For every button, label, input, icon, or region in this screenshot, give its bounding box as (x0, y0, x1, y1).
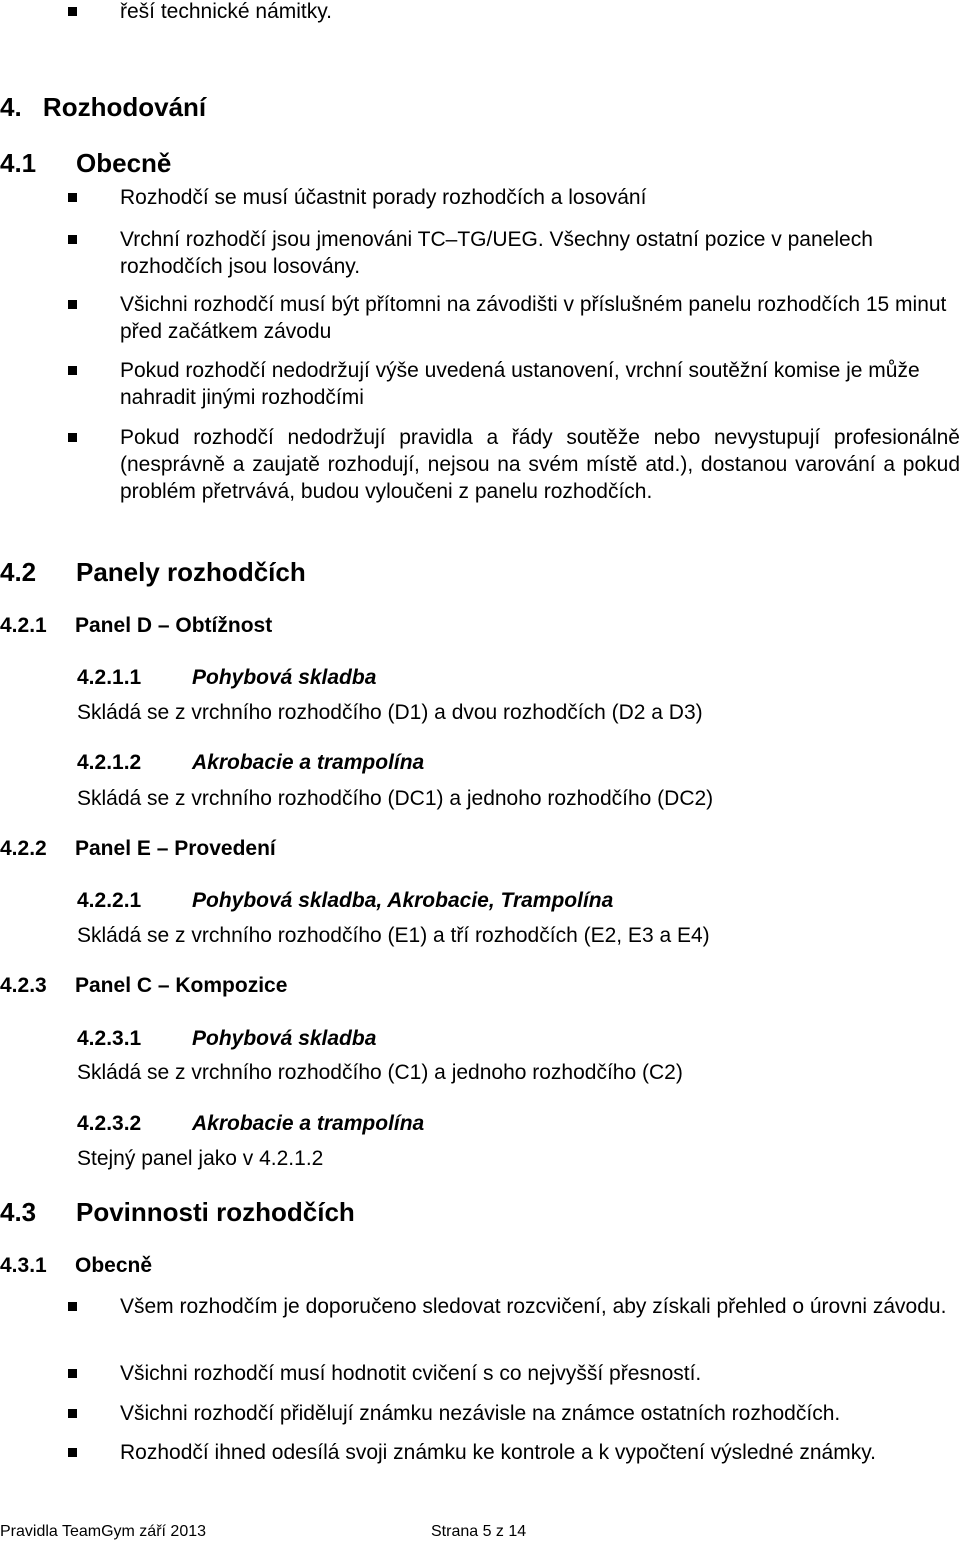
subsubsection-number: 4.3.1 (0, 1254, 47, 1277)
paragraph-heading (77, 751, 424, 775)
bullet-marker (68, 433, 77, 442)
paragraph-number: 4.2.3.1 (77, 1027, 142, 1050)
bullet-item (78, 1360, 960, 1387)
footer-document-title: Pravidla TeamGym září 2013 (0, 1523, 207, 1540)
bullet-marker (68, 7, 77, 16)
subsubsection-title: Obecně (75, 1254, 153, 1277)
subsubsection-heading (0, 837, 276, 861)
paragraph-number: 4.2.1.2 (77, 751, 142, 774)
bullet-text: Rozhodčí ihned odesílá svoji známku ke kontrole a k vypočtení výsledné známky. (120, 1441, 876, 1464)
bullet-item (78, 1293, 960, 1320)
bullet-item (78, 0, 948, 25)
bullet-item (78, 184, 960, 211)
bullet-item (78, 291, 960, 345)
paragraph-title: Pohybová skladba, Akrobacie, Trampolína (192, 889, 614, 912)
bullet-text: Pokud rozhodčí nedodržují pravidla a řády soutěže nebo nevystupují profesionálně (nesprávně a zaujatě rozhodují, nejsou na svém místě atd.), dostanou varování a pokud problém přetrvává, budou vyloučeni z panelu rozhodčích. (120, 426, 960, 503)
subsection-heading (0, 148, 171, 179)
bullet-text: Rozhodčí se musí účastnit porady rozhodčích a losování (120, 186, 647, 209)
paragraph-text: Skládá se z vrchního rozhodčího (DC1) a jednoho rozhodčího (DC2) (77, 787, 714, 810)
paragraph-number: 4.2.1.1 (77, 666, 142, 689)
bullet-marker (68, 235, 77, 244)
bullet-item (78, 1400, 960, 1427)
paragraph-number: 4.2.3.2 (77, 1112, 142, 1135)
subsection-title: Povinnosti rozhodčích (76, 1197, 355, 1227)
bullet-text: Všichni rozhodčí musí hodnotit cvičení s co nejvyšší přesností. (120, 1362, 702, 1385)
subsection-heading (0, 557, 306, 588)
subsection-title: Panely rozhodčích (76, 557, 306, 587)
bullet-text: Všichni rozhodčí přidělují známku nezávisle na známce ostatních rozhodčích. (120, 1402, 841, 1425)
subsubsection-number: 4.2.2 (0, 837, 47, 860)
subsubsection-heading (0, 974, 287, 998)
subsubsection-number: 4.2.3 (0, 974, 47, 997)
paragraph-heading (77, 666, 376, 690)
subsubsection-title: Panel E – Provedení (75, 837, 276, 860)
subsubsection-number: 4.2.1 (0, 614, 47, 637)
bullet-item (78, 1439, 960, 1466)
subsection-number: 4.3 (0, 1197, 37, 1227)
paragraph-title: Pohybová skladba (192, 666, 377, 689)
footer-page-number: Strana 5 z 14 (431, 1523, 527, 1540)
paragraph-title: Pohybová skladba (192, 1027, 377, 1050)
paragraph-heading (77, 1027, 376, 1051)
subsubsection-heading (0, 614, 272, 638)
subsubsection-title: Panel D – Obtížnost (75, 614, 273, 637)
bullet-marker (68, 300, 77, 309)
paragraph-title: Akrobacie a trampolína (192, 751, 425, 774)
bullet-item (78, 226, 960, 280)
paragraph-heading (77, 1112, 424, 1136)
subsection-title: Obecně (76, 148, 172, 178)
subsection-number: 4.2 (0, 557, 37, 587)
subsubsection-heading (0, 1254, 152, 1278)
paragraph-text: Skládá se z vrchního rozhodčího (C1) a jednoho rozhodčího (C2) (77, 1061, 683, 1084)
paragraph-number: 4.2.2.1 (77, 889, 142, 912)
paragraph-text: Skládá se z vrchního rozhodčího (D1) a dvou rozhodčích (D2 a D3) (77, 701, 703, 724)
subsection-number: 4.1 (0, 148, 37, 178)
paragraph-title: Akrobacie a trampolína (192, 1112, 425, 1135)
bullet-text: Všichni rozhodčí musí být přítomni na závodišti v příslušném panelu rozhodčích 15 minut před začátkem závodu (120, 293, 947, 343)
bullet-marker (68, 1302, 77, 1311)
subsection-heading (0, 1197, 355, 1228)
bullet-marker (68, 1369, 77, 1378)
bullet-text: Vrchní rozhodčí jsou jmenováni TC–TG/UEG. Všechny ostatní pozice v panelech rozhodčích jsou losovány. (120, 228, 873, 278)
section-title: Rozhodování (42, 92, 207, 122)
paragraph-heading (77, 889, 613, 913)
bullet-item (78, 424, 960, 505)
section-number: 4. (0, 92, 22, 122)
bullet-item (78, 357, 960, 411)
bullet-marker (68, 366, 77, 375)
paragraph-text: Stejný panel jako v 4.2.1.2 (77, 1147, 324, 1170)
paragraph-text: Skládá se z vrchního rozhodčího (E1) a tří rozhodčích (E2, E3 a E4) (77, 924, 710, 947)
bullet-text: Všem rozhodčím je doporučeno sledovat rozcvičení, aby získali přehled o úrovni závodu. (120, 1295, 947, 1318)
bullet-marker (68, 1409, 77, 1418)
bullet-text: Pokud rozhodčí nedodržují výše uvedená ustanovení, vrchní soutěžní komise je může nahradit jinými rozhodčími (120, 359, 920, 409)
section-heading (0, 92, 206, 123)
bullet-marker (68, 193, 77, 202)
bullet-marker (68, 1448, 77, 1457)
subsubsection-title: Panel C – Kompozice (75, 974, 288, 997)
bullet-text: řeší technické námitky. (120, 0, 333, 23)
